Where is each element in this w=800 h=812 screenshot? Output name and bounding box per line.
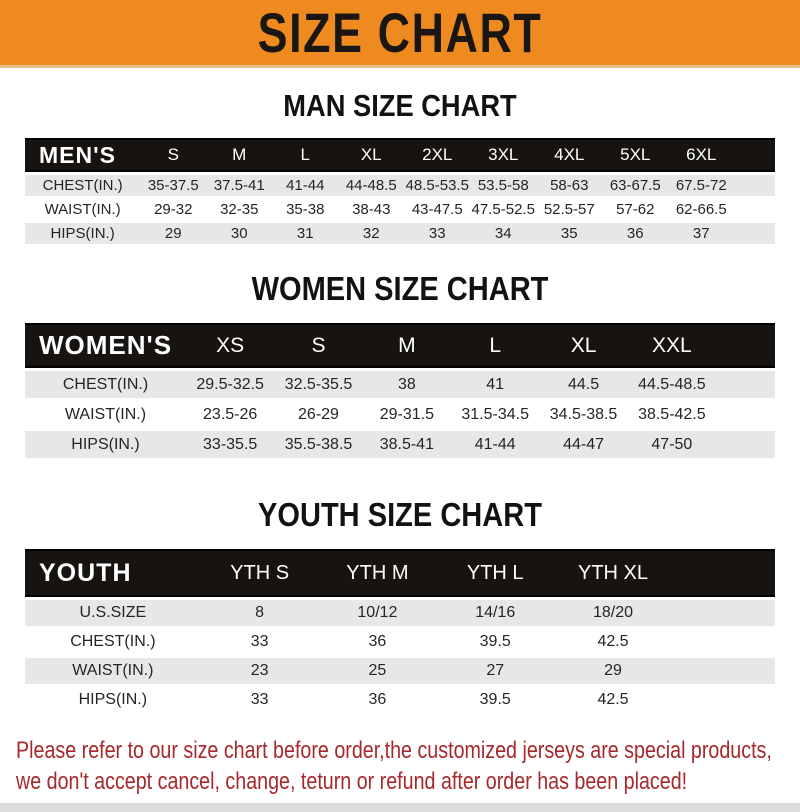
table-cell: 52.5-57: [536, 196, 602, 220]
column-header: L: [272, 138, 338, 172]
table-row: [25, 398, 775, 428]
footer-line-1: Please refer to our size chart before order,the customized jerseys are special products,: [16, 737, 772, 764]
table-cell: 18/20: [554, 597, 672, 626]
table-cell: 44-48.5: [338, 172, 404, 196]
row-spacer: [716, 368, 775, 398]
table-cell: 33: [201, 684, 319, 713]
row-spacer: [672, 655, 775, 684]
table-cell: 29: [140, 220, 206, 244]
row-spacer: [734, 196, 775, 220]
table-cell: 41-44: [272, 172, 338, 196]
table-cell: 30: [206, 220, 272, 244]
table-cell: 38-43: [338, 196, 404, 220]
row-label: CHEST(IN.): [25, 172, 140, 196]
table-cell: 10/12: [319, 597, 437, 626]
table-cell: 44.5-48.5: [628, 368, 716, 398]
table-cell: 31: [272, 220, 338, 244]
table-cell: 32.5-35.5: [274, 368, 362, 398]
size-table: [25, 138, 775, 244]
table-cell: 33: [404, 220, 470, 244]
row-label: HIPS(IN.): [25, 428, 186, 458]
column-header: S: [274, 323, 362, 368]
footer-line-2: we don't accept cancel, change, teturn or refund after order has been placed!: [16, 768, 688, 795]
table-title: YOUTH: [25, 549, 201, 597]
table-cell: 53.5-58: [470, 172, 536, 196]
table-cell: 36: [319, 684, 437, 713]
women-size-table: [25, 323, 775, 458]
table-cell: 62-66.5: [668, 196, 734, 220]
table-cell: 39.5: [436, 684, 554, 713]
table-cell: 35.5-38.5: [274, 428, 362, 458]
table-cell: 41: [451, 368, 539, 398]
table-cell: 43-47.5: [404, 196, 470, 220]
row-label: WAIST(IN.): [25, 398, 186, 428]
table-cell: 26-29: [274, 398, 362, 428]
row-spacer: [716, 428, 775, 458]
table-cell: 34.5-38.5: [539, 398, 627, 428]
row-label: WAIST(IN.): [25, 196, 140, 220]
table-cell: 57-62: [602, 196, 668, 220]
table-cell: 38.5-42.5: [628, 398, 716, 428]
table-row: [25, 220, 775, 244]
column-header: YTH M: [319, 549, 437, 597]
table-cell: 29.5-32.5: [186, 368, 274, 398]
column-header: 4XL: [536, 138, 602, 172]
page-title: SIZE CHART: [257, 1, 543, 64]
size-table: [25, 549, 775, 713]
table-cell: 32-35: [206, 196, 272, 220]
men-size-table: [25, 138, 775, 244]
column-header: S: [140, 138, 206, 172]
table-cell: 41-44: [451, 428, 539, 458]
table-row: [25, 196, 775, 220]
row-spacer: [734, 172, 775, 196]
table-row: [25, 368, 775, 398]
footer-note: [16, 735, 772, 797]
table-cell: 37.5-41: [206, 172, 272, 196]
row-label: U.S.SIZE: [25, 597, 201, 626]
table-cell: 44-47: [539, 428, 627, 458]
table-cell: 47.5-52.5: [470, 196, 536, 220]
row-label: CHEST(IN.): [25, 626, 201, 655]
table-title: MEN'S: [25, 138, 140, 172]
table-cell: 23.5-26: [186, 398, 274, 428]
row-label: WAIST(IN.): [25, 655, 201, 684]
table-cell: 33-35.5: [186, 428, 274, 458]
column-header: XS: [186, 323, 274, 368]
table-cell: 23: [201, 655, 319, 684]
row-label: HIPS(IN.): [25, 220, 140, 244]
table-row: [25, 684, 775, 713]
section-heading-youth: YOUTH SIZE CHART: [258, 496, 542, 533]
size-table: [25, 323, 775, 458]
table-row: [25, 626, 775, 655]
banner: [0, 0, 800, 68]
row-spacer: [672, 684, 775, 713]
column-header: YTH XL: [554, 549, 672, 597]
column-header: XL: [539, 323, 627, 368]
table-cell: 35-38: [272, 196, 338, 220]
column-header: L: [451, 323, 539, 368]
table-row: [25, 172, 775, 196]
table-cell: 67.5-72: [668, 172, 734, 196]
table-cell: 48.5-53.5: [404, 172, 470, 196]
table-cell: 36: [319, 626, 437, 655]
column-header: 5XL: [602, 138, 668, 172]
table-cell: 39.5: [436, 626, 554, 655]
table-cell: 34: [470, 220, 536, 244]
column-header: 3XL: [470, 138, 536, 172]
bottom-strip: [0, 803, 800, 812]
header-spacer: [734, 138, 775, 172]
table-cell: 47-50: [628, 428, 716, 458]
header-spacer: [716, 323, 775, 368]
table-cell: 25: [319, 655, 437, 684]
row-spacer: [672, 597, 775, 626]
youth-size-table: [25, 549, 775, 713]
column-header: YTH S: [201, 549, 319, 597]
column-header: M: [363, 323, 451, 368]
table-cell: 29: [554, 655, 672, 684]
table-cell: 38.5-41: [363, 428, 451, 458]
column-header: M: [206, 138, 272, 172]
section-heading-men: MAN SIZE CHART: [283, 88, 517, 123]
row-spacer: [734, 220, 775, 244]
table-row: [25, 655, 775, 684]
table-cell: 14/16: [436, 597, 554, 626]
table-cell: 33: [201, 626, 319, 655]
table-cell: 44.5: [539, 368, 627, 398]
table-cell: 42.5: [554, 684, 672, 713]
table-cell: 38: [363, 368, 451, 398]
table-cell: 31.5-34.5: [451, 398, 539, 428]
column-header: XXL: [628, 323, 716, 368]
row-label: CHEST(IN.): [25, 368, 186, 398]
header-spacer: [672, 549, 775, 597]
table-cell: 8: [201, 597, 319, 626]
column-header: 6XL: [668, 138, 734, 172]
table-header-row: [25, 323, 775, 368]
section-heading-women: WOMEN SIZE CHART: [251, 270, 549, 307]
table-cell: 35-37.5: [140, 172, 206, 196]
table-cell: 35: [536, 220, 602, 244]
table-header-row: [25, 138, 775, 172]
table-cell: 27: [436, 655, 554, 684]
table-cell: 29-32: [140, 196, 206, 220]
table-cell: 63-67.5: [602, 172, 668, 196]
row-spacer: [716, 398, 775, 428]
table-cell: 36: [602, 220, 668, 244]
table-header-row: [25, 549, 775, 597]
table-cell: 42.5: [554, 626, 672, 655]
row-label: HIPS(IN.): [25, 684, 201, 713]
row-spacer: [672, 626, 775, 655]
table-cell: 29-31.5: [363, 398, 451, 428]
table-row: [25, 597, 775, 626]
table-title: WOMEN'S: [25, 323, 186, 368]
column-header: XL: [338, 138, 404, 172]
table-cell: 58-63: [536, 172, 602, 196]
table-cell: 37: [668, 220, 734, 244]
table-cell: 32: [338, 220, 404, 244]
column-header: YTH L: [436, 549, 554, 597]
column-header: 2XL: [404, 138, 470, 172]
table-row: [25, 428, 775, 458]
